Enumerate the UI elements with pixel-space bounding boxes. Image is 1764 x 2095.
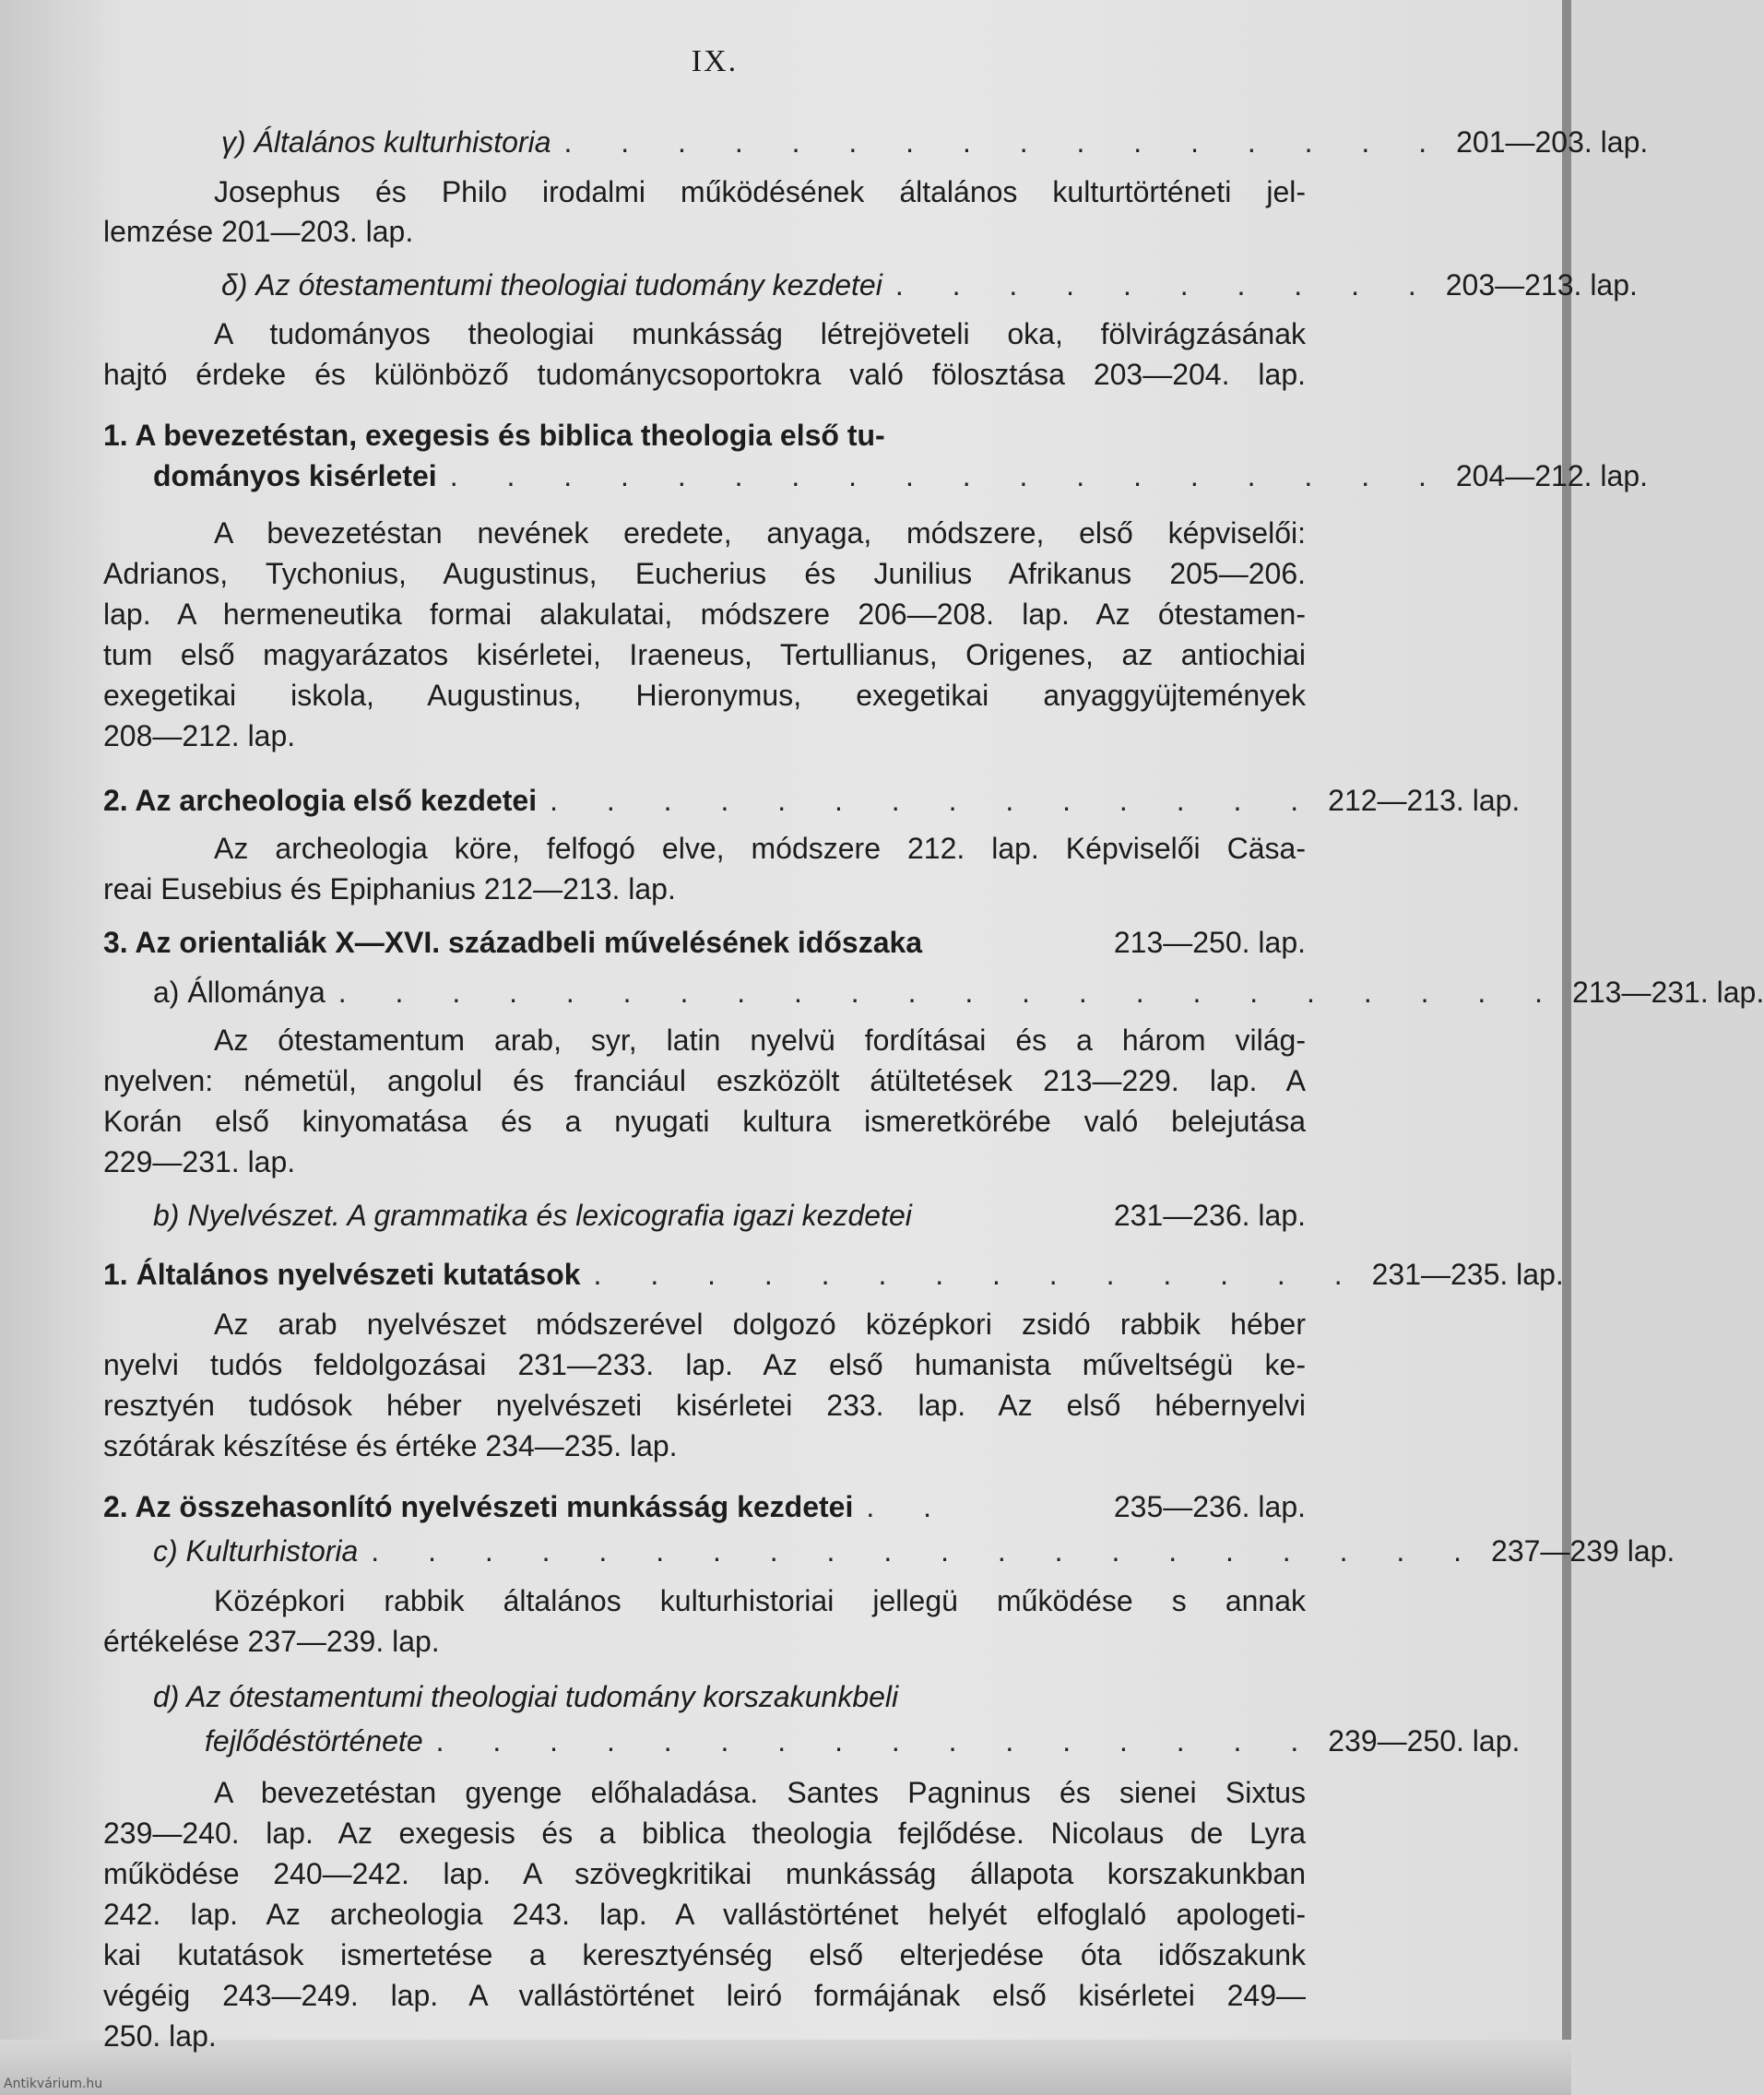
toc-entry-section-3 [103,922,1306,963]
page-range: 212—213. lap. [1328,784,1521,817]
entry-title: 2. Az archeologia első kezdetei [103,784,538,817]
entry-description: resztyén tudósok héber nyelvészeti kisérletei 233. lap. Az első hébernyelvi [103,1389,1306,1422]
entry-description: A bevezetéstan gyenge előhaladása. Santes Pagninus és sienei Sixtus [214,1776,1306,1809]
entry-title: 3. Az orientaliák X—XVI. századbeli művelésének időszaka [103,926,923,959]
leader-dots: . . . . . . . . . . . . . . . . . . [449,459,1447,492]
leader-dots: . . [866,1490,953,1523]
toc-entry-section-1 [153,456,1649,496]
entry-description: 250. lap. [103,2019,217,2053]
entry-description: Az archeologia köre, felfogó elve, módszere 212. lap. Képviselői Cäsa- [214,832,1306,865]
section-title: 1. A bevezetéstan, exegesis és biblica theologia első tu- [103,419,885,452]
entry-description: A bevezetéstan nevének eredete, anyaga, módszere, első képviselői: [214,516,1306,550]
section-title: d) Az ótestamentumi theologiai tudomány korszakunkbeli [153,1680,899,1713]
entry-description: nyelvi tudós feldolgozásai 231—233. lap. Az első humanista műveltségü ke- [103,1348,1306,1381]
page-range: 235—236. lap. [1113,1490,1306,1523]
toc-entry-d [205,1721,1521,1761]
toc-entry-nyelveszet-2 [103,1486,1306,1527]
entry-description: Az ótestamentum arab, syr, latin nyelvü fordításai és a három világ- [214,1024,1306,1057]
page-range: 213—250. lap. [1113,926,1306,959]
entry-title: fejlődéstörténete [205,1724,423,1758]
leader-dots: . . . . . . . . . . [894,268,1437,302]
entry-description: Adrianos, Tychonius, Augustinus, Eucherius és Junilius Afrikanus 205—206. [103,557,1306,590]
leader-dots: . . . . . . . . . . . . . . . . [435,1724,1320,1758]
leader-dots: . . . . . . . . . . . . . . [593,1258,1363,1291]
entry-title: δ) Az ótestamentumi theologiai tudomány kezdetei [221,268,882,302]
page-range: 204—212. lap. [1455,459,1649,492]
page-range: 231—235. lap. [1371,1258,1564,1291]
toc-entry-delta [221,265,1638,305]
page-range: 231—236. lap. [1113,1199,1306,1232]
entry-title: b) Nyelvészet. A grammatika és lexicografia igazi kezdetei [153,1199,912,1232]
toc-entry-nyelveszet-1 [103,1254,1564,1295]
leader-dots: . . . . . . . . . . . . . . . . . . . . [371,1534,1483,1568]
toc-entry-gamma [221,122,1649,162]
entry-description: A tudományos theologiai munkásság létrejöveteli oka, fölvirágzásának [214,317,1306,350]
toc-entry-a [153,972,1764,1012]
page-range: 237—239 lap. [1491,1534,1675,1568]
watermark: Antikvárium.hu [4,2077,103,2091]
entry-title: 1. Általános nyelvészeti kutatások [103,1258,581,1291]
entry-description: Korán első kinyomatása és a nyugati kultura ismeretkörébe való belejutása [103,1105,1306,1138]
page-range: 203—213. lap. [1445,268,1638,302]
page-range: 239—250. lap. [1328,1724,1521,1758]
entry-description: lemzése 201—203. lap. [103,215,414,248]
entry-description: hajtó érdeke és különböző tudománycsoportokra való fölosztása 203—204. lap. [103,358,1306,391]
entry-description: Az arab nyelvészet módszerével dolgozó középkori zsidó rabbik héber [214,1308,1306,1341]
leader-dots: . . . . . . . . . . . . . . [550,784,1320,817]
entry-description: értékelése 237—239. lap. [103,1625,440,1658]
toc-entry-section-2 [103,780,1521,821]
entry-title: dományos kisérletei [153,459,437,492]
entry-description: 239—240. lap. Az exegesis és a biblica theologia fejlődése. Nicolaus de Lyra [103,1817,1306,1850]
toc-entry-c [153,1531,1675,1571]
entry-title: c) Kulturhistoria [153,1534,359,1568]
entry-description: reai Eusebius és Epiphanius 212—213. lap. [103,872,676,905]
leader-dots: . . . . . . . . . . . . . . . . . . . . . . [337,976,1564,1009]
entry-description: 242. lap. Az archeologia 243. lap. A vallástörténet helyét elfoglaló apologeti- [103,1898,1306,1931]
page-edge-shadow [1562,0,1571,2095]
entry-description: Középkori rabbik általános kulturhistoriai jellegü működése s annak [214,1584,1306,1617]
entry-description: nyelven: németül, angolul és franciául eszközölt átültetések 213—229. lap. A [103,1064,1306,1097]
entry-description: működése 240—242. lap. A szövegkritikai munkásság állapota korszakunkban [103,1857,1306,1890]
entry-description: tum első magyarázatos kisérletei, Iraeneus, Tertullianus, Origenes, az antiochiai [103,638,1306,671]
entry-description: végéig 243—249. lap. A vallástörténet leiró formájának első kisérletei 249— [103,1979,1306,2012]
entry-title: a) Állománya [153,976,326,1009]
entry-description: szótárak készítése és értéke 234—235. lap. [103,1429,678,1462]
entry-description: exegetikai iskola, Augustinus, Hieronymus, exegetikai anyaggyüjtemények [103,679,1306,712]
entry-description: kai kutatások ismertetése a keresztyénség első elterjedése óta időszakunk [103,1938,1306,1971]
page-range: 201—203. lap. [1456,125,1649,159]
entry-title: 2. Az összehasonlító nyelvészeti munkásság kezdetei [103,1490,854,1523]
entry-description: 208—212. lap. [103,719,296,752]
page-range: 213—231. lap. [1572,976,1764,1009]
entry-description: Josephus és Philo irodalmi működésének általános kulturtörténeti jel- [214,175,1306,208]
leader-dots: . . . . . . . . . . . . . . . . [563,125,1448,159]
page-number: IX. [691,44,739,78]
toc-entry-b [153,1195,1306,1236]
entry-title: γ) Általános kulturhistoria [221,125,551,159]
entry-description: lap. A hermeneutika formai alakulatai, módszere 206—208. lap. Az ótestamen- [103,598,1306,631]
entry-description: 229—231. lap. [103,1145,296,1178]
